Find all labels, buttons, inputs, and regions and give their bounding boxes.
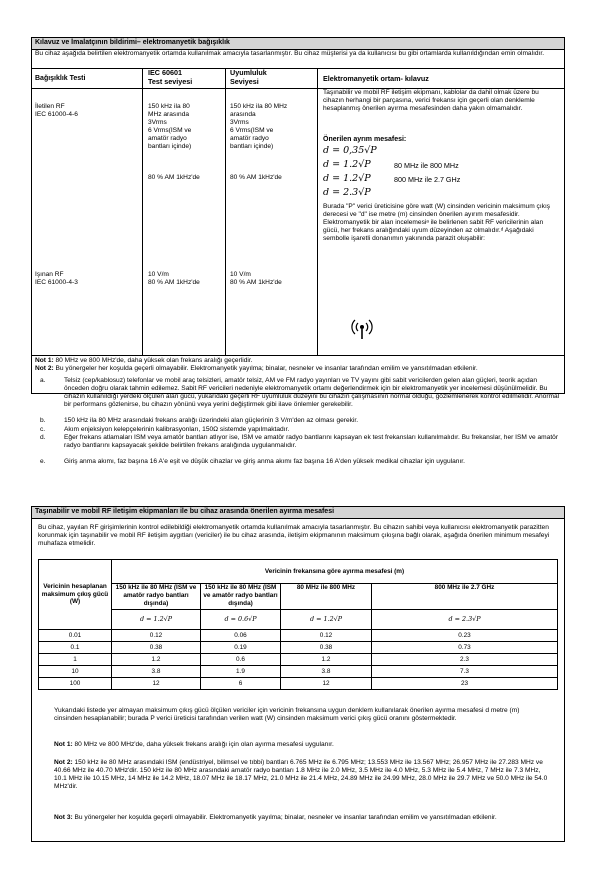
immunity-note-1: Not 1: 80 MHz ve 800 MHz'de, daha yüksek olan frekans aralığı geçerlidir. [35,357,253,364]
header-guidance: Elektromanyetik ortam- kılavuz [323,74,429,83]
table-row: 0.01 0.12 0.06 0.12 0.23 [39,630,558,642]
immunity-table-title: Kılavuz ve İmalatçının bildirimi– elektromanyetik bağışıklık [32,38,564,50]
separation-note-3: Not 3: Bu yönergeler her koşulda geçerli olmayabilir. Elektromanyetik yayılma; binalar, nesneler ve insanlar tarafından emilim ve yansıtılmadan etkilenir. [54,814,497,821]
conducted-level: 150 kHz ila 80 MHz arasında 3Vrms 6 Vrms(ISM ve amatör radyo bantları içinde) [148,103,192,151]
immunity-table [31,37,565,394]
formula-3-range: 800 MHz ile 2.7 GHz [394,175,461,184]
separation-grid [38,559,558,690]
separation-table-intro: Bu cihaz, yayılan RF girişimlerinin kontrol edilebildiği elektromanyetik ortamda kullanılmak amacıyla tasarlanmıştır. Bu cihazın sahibi veya kullanıcısı elektromanyetik parazitten korunmak için taşınabilir ve mobil RF iletişim aygıtları (vericiler) ile bu cihaz arasında, iletişim ekipmanının maksimum çıkışına bağlı olarak, aşağıda önerilen minimum mesafeyi muhafaza etmelidir. [38,524,550,548]
radiated-level: 10 V/m 80 % AM 1kHz'de [148,271,200,287]
conducted-compliance: 150 kHz ila 80 MHz arasında 3Vrms 6 Vrms(ISM ve amatör radyo bantları içinde) [230,103,288,151]
col-eq-2: d = 0.6√P [201,610,281,630]
separation-table-title: Taşınabilir ve mobil RF iletişim ekipmanları ile bu cihaz arasında önerilen ayırma mesafesi [32,507,564,519]
radiated-compliance: 10 V/m 80 % AM 1kHz'de [230,271,282,287]
freq-header: Vericinin frekansına göre ayırma mesafesi (m) [112,560,558,584]
formula-1: d = 0,35√P [323,145,377,156]
table-row: 10 3.8 1.9 3.8 7.3 [39,666,558,678]
col-header-1: 150 kHz ile 80 MHz (ISM ve amatör radyo bantları dışında) [112,584,201,610]
separation-note-1: Not 1: 80 MHz ve 800 MHz'de, daha yüksek frekans aralığı için olan ayırma mesafesi uygulanır. [54,741,334,748]
table-row: 0.1 0.38 0.19 0.38 0.73 [39,642,558,654]
col-header-2: 150 kHz ile 80 MHz (ISM ve amatör radyo bantları dışında) [201,584,281,610]
conducted-compliance-mod: 80 % AM 1kHz'de [230,174,282,181]
header-compliance: Uyumluluk Seviyesi [230,68,267,86]
formula-4: d = 2.3√P [323,187,371,198]
header-test: Bağışıklık Testi [35,75,86,82]
radiated-test: Işınan RF IEC 61000-4-3 [35,271,78,287]
conducted-test: İletilen RF IEC 61000-4-6 [35,103,78,119]
where-text: Burada "P" verici üreticisine göre watt (W) cinsinden vericinin maksimum çıkış derecesi ve "d" ise metre (m) cinsinden önerilen ayırım mesafesidir. Elektromanyetik bir alan incelemesiᵃ ile belirlenen sabit RF vericilerinin alan gücü, her frekans aralığındaki uyum düzeyinden az olmalıdır.ᵈ Aşağıdaki sembolle işaretli donanımın yakınında parazit oluşabilir: [323,203,551,243]
guidance-text: Taşınabilir ve mobil RF iletişim ekipmanı, kablolar da dahil olmak üzere bu cihazın herhangi bir parçasına, verici frekansı için geçerli olan denklemle hesaplanmış önerilen ayırma mesafesinden daha yakın olmamalıdır. [323,89,539,113]
col-eq-4: d = 2.3√P [372,610,558,630]
immunity-table-intro: Bu cihaz aşağıda belirtilen elektromanyetik ortamda kullanılmak amacıyla tasarlanmıştır. Bu cihaz müşterisi ya da kullanıcısı bu gibi ortamlarda kullanıldığından emin olmalıdır. [35,50,545,57]
col-header-3: 80 MHz ile 800 MHz [281,584,372,610]
formula-2: d = 1.2√P [323,159,371,170]
col-header-4: 800 MHz ile 2.7 GHz [372,584,558,610]
table-row: 100 12 6 12 23 [39,678,558,690]
col-eq-3: d = 1.2√P [281,610,372,630]
conducted-level-mod: 80 % AM 1kHz'de [148,174,200,181]
immunity-note-2: Not 2: Bu yönergeler her koşulda geçerli olmayabilir. Elektromanyetik yayılma; binalar, nesneler ve insanlar tarafından emilim ve yansıtılmadan etkilenir. [35,365,478,372]
recommended-label: Önerilen ayrım mesafesi: [323,136,407,143]
power-header: Vericinin hesaplanan maksimum çıkış gücü (W) [39,560,112,630]
separation-note-2: Not 2: 150 kHz ile 80 MHz arasındaki ISM (endüstriyel, bilimsel ve tıbbi) bantları 6.765 MHz ile 6.795 MHz; 13.553 MHz ile 13.567 MHz; 26.957 MHz ile 27.283 MHz ve 40.66 MHz ile 40.70 MHz'dir. 150 kHz ile 80 MHz arasındaki amatör radyo bantları 1.8 MHz ile 2.0 MHz, 3.5 MHz ile 4.0 MHz, 5.3 MHz ile 5.4 MHz, 7 MHz ile 7.3 MHz, 10.1 MHz ile 10.15 MHz, 14 MHz ile 14.2 MHz, 18.07 MHz ile 18.17 MHz, 21.0 MHz ile 21.4 MHz, 24.89 MHz ile 24.99 MHz, 28.0 MHz ile 29.7 MHz ve 50.0 MHz ile 54.0 MHz'dir. [54,759,548,791]
table-row: 1 1.2 0.6 1.2 2.3 [39,654,558,666]
non-ionizing-radiation-icon [350,318,374,340]
col-eq-1: d = 1.2√P [112,610,201,630]
formula-3: d = 1.2√P [323,173,371,184]
header-test-level: IEC 60601 Test seviyesi [148,68,193,86]
formula-2-range: 80 MHz ile 800 MHz [394,161,459,170]
separation-distance-table [31,506,565,842]
separation-para: Yukarıdaki listede yer almayan maksimum çıkış gücü ölçülen vericiler için vericinin frekansına uygun denklem kullanılarak önerilen ayırma mesafesi d metre (m) cinsinden hesaplanabilir; burada P verici üreticisi tarafından verilen watt (W) cinsinden maksimum verici çıkış gücü oranını göstermektedir. [54,707,520,723]
